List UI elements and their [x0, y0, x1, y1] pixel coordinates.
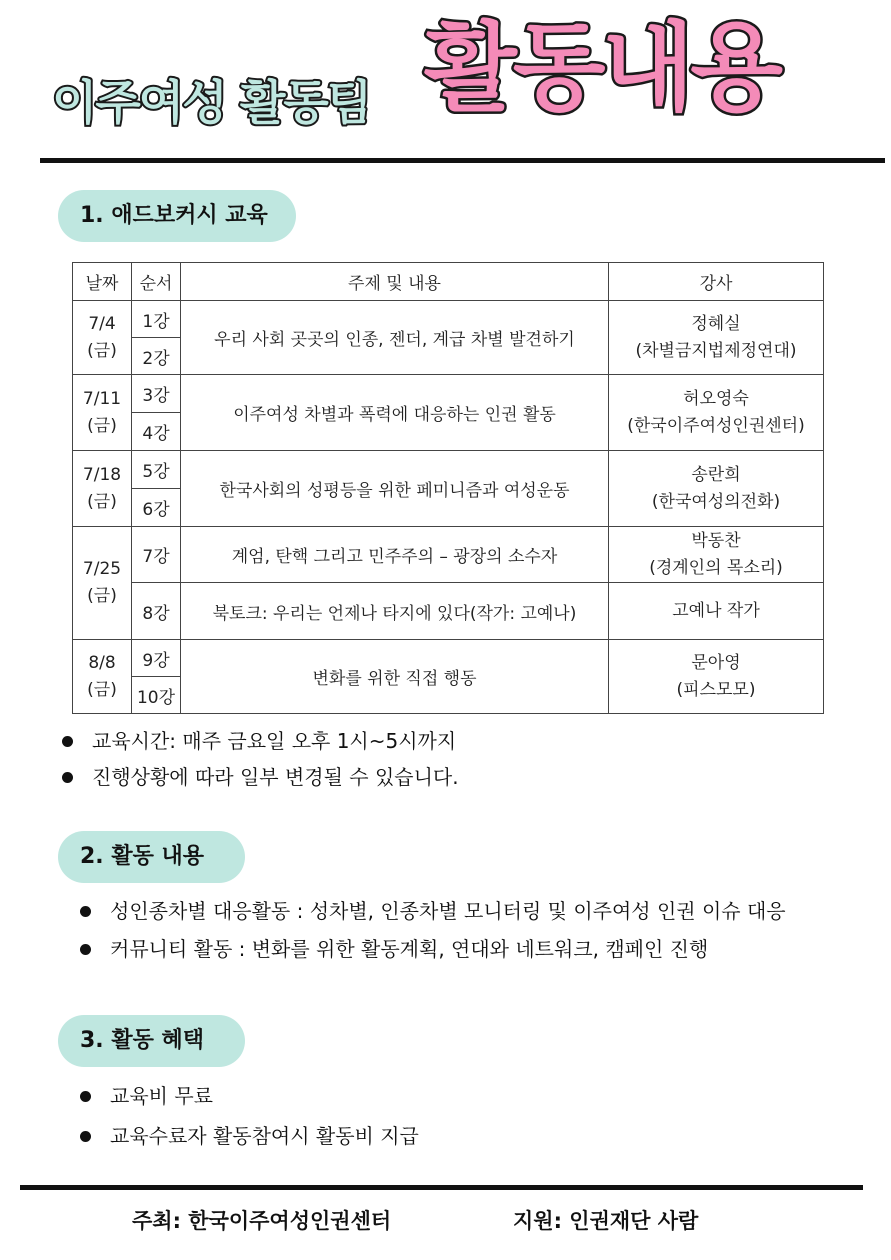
session-cell: 6강 — [132, 489, 181, 527]
lecturer-org: (차별금지법제정연대) — [635, 340, 797, 361]
day: (금) — [87, 679, 117, 700]
table-row — [73, 640, 824, 677]
date: 7/4 — [88, 313, 116, 334]
header — [0, 0, 891, 165]
day: (금) — [87, 340, 117, 361]
session-cell: 4강 — [132, 413, 181, 451]
topic-cell: 우리 사회 곳곳의 인종, 젠더, 계급 차별 발견하기 — [181, 301, 609, 375]
lecturer-org: (피스모모) — [676, 679, 756, 700]
section-1-title: 1. 애드보커시 교육 — [58, 190, 296, 242]
date-cell — [73, 527, 132, 640]
table-row — [73, 301, 824, 338]
lecturer-name: 허오영숙 — [683, 388, 749, 409]
activity-list — [80, 892, 786, 968]
date: 8/8 — [88, 652, 116, 673]
session-cell: 10강 — [132, 677, 181, 714]
lecturer-name: 정혜실 — [691, 313, 741, 334]
page-title: 활동내용 — [424, 12, 779, 124]
lecturer-cell — [609, 583, 824, 640]
footer-host: 주최: 한국이주여성인권센터 — [132, 1209, 392, 1233]
topic-cell: 이주여성 차별과 폭력에 대응하는 인권 활동 — [181, 375, 609, 451]
session-cell: 8강 — [132, 583, 181, 640]
list-item: 진행상황에 따라 일부 변경될 수 있습니다. — [62, 759, 459, 795]
lecturer-org: (한국이주여성인권센터) — [627, 415, 805, 436]
table-row — [73, 451, 824, 489]
lecturer-cell — [609, 640, 824, 714]
lecturer-cell — [609, 451, 824, 527]
date-cell — [73, 301, 132, 375]
section-3-title: 3. 활동 혜택 — [58, 1015, 245, 1067]
footer-divider — [20, 1185, 863, 1190]
lecturer-org: (경계인의 목소리) — [649, 557, 783, 578]
list-item: 교육시간: 매주 금요일 오후 1시~5시까지 — [62, 723, 459, 759]
date: 7/11 — [82, 388, 122, 409]
lecturer-cell — [609, 375, 824, 451]
lecturer-name: 문아영 — [691, 652, 741, 673]
topic-cell: 변화를 위한 직접 행동 — [181, 640, 609, 714]
header-order: 순서 — [132, 263, 181, 301]
date-cell — [73, 640, 132, 714]
table-header-row — [73, 263, 824, 301]
date: 7/25 — [82, 559, 122, 579]
lecturer-cell — [609, 527, 824, 583]
day: (금) — [87, 586, 117, 606]
table-row — [73, 527, 824, 583]
header-lecturer: 강사 — [609, 263, 824, 301]
session-cell: 2강 — [132, 338, 181, 375]
list-item: 커뮤니티 활동 : 변화를 위한 활동계획, 연대와 네트워크, 캠페인 진행 — [80, 930, 786, 968]
session-cell: 9강 — [132, 640, 181, 677]
header-topic: 주제 및 내용 — [181, 263, 609, 301]
day: (금) — [87, 415, 117, 436]
day: (금) — [87, 491, 117, 512]
section-2-title: 2. 활동 내용 — [58, 831, 245, 883]
header-date: 날짜 — [73, 263, 132, 301]
list-item: 교육비 무료 — [80, 1076, 419, 1116]
lecturer-cell — [609, 301, 824, 375]
list-item: 교육수료자 활동참여시 활동비 지급 — [80, 1116, 419, 1156]
topic-cell: 계엄, 탄핵 그리고 민주주의 – 광장의 소수자 — [181, 527, 609, 583]
date: 7/18 — [82, 464, 122, 485]
table-row — [73, 583, 824, 640]
topic-cell: 한국사회의 성평등을 위한 페미니즘과 여성운동 — [181, 451, 609, 527]
header-divider — [40, 158, 885, 163]
footer-support: 지원: 인권재단 사람 — [513, 1209, 699, 1233]
date-cell — [73, 451, 132, 527]
session-cell: 3강 — [132, 375, 181, 413]
team-subtitle: 이주여성 활동팀 — [52, 76, 371, 131]
topic-cell: 북토크: 우리는 언제나 타지에 있다(작가: 고예나) — [181, 583, 609, 640]
session-cell: 7강 — [132, 527, 181, 583]
lecturer-name: 고예나 작가 — [672, 600, 760, 621]
list-item: 성인종차별 대응활동 : 성차별, 인종차별 모니터링 및 이주여성 인권 이슈 대응 — [80, 892, 786, 930]
lecturer-name: 박동찬 — [691, 530, 741, 551]
session-cell: 5강 — [132, 451, 181, 489]
session-cell: 1강 — [132, 301, 181, 338]
table-row — [73, 375, 824, 413]
education-schedule-table — [72, 262, 824, 714]
lecturer-name: 송란희 — [691, 464, 741, 485]
education-notes — [62, 723, 459, 795]
date-cell — [73, 375, 132, 451]
lecturer-org: (한국여성의전화) — [651, 491, 781, 512]
benefit-list — [80, 1076, 419, 1156]
